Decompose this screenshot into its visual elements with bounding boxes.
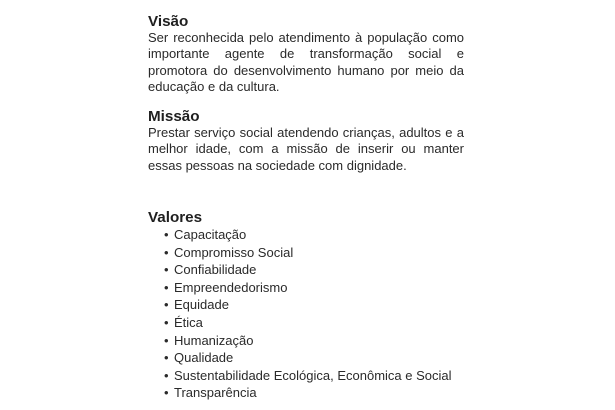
visao-section	[148, 14, 464, 95]
valores-item: • Ética	[164, 315, 203, 330]
valores-list	[148, 226, 464, 402]
bullet-icon: •	[164, 262, 169, 278]
bullet-icon: •	[164, 350, 169, 366]
bullet-icon: •	[164, 297, 169, 313]
missao-section	[148, 109, 464, 174]
valores-item: • Compromisso Social	[164, 244, 294, 260]
bullet-icon: •	[164, 279, 169, 295]
bullet-icon: •	[164, 332, 169, 348]
valores-item: • Empreendedorismo	[164, 279, 288, 295]
visao-heading: Visão	[148, 13, 189, 30]
valores-item: • Sustentabilidade Ecológica, Econômica e Social	[164, 367, 452, 383]
visao-text: Ser reconhecida pelo atendimento à população como importante agente de transformação social e promotora do desenvolvimento humano por meio da educação e da cultura.	[148, 30, 464, 94]
valores-item: • Transparência	[164, 385, 257, 401]
valores-item: • Capacitação	[164, 227, 247, 243]
valores-heading: Valores	[148, 208, 203, 226]
bullet-icon: •	[164, 385, 169, 401]
bullet-icon: •	[164, 315, 169, 330]
valores-item: • Humanização	[164, 332, 254, 348]
bullet-icon: •	[164, 227, 169, 243]
valores-item: • Equidade	[164, 297, 229, 313]
bullet-icon: •	[164, 367, 169, 383]
valores-item: • Confiabilidade	[164, 262, 257, 278]
missao-heading: Missão	[148, 108, 200, 126]
document	[148, 14, 464, 402]
valores-item: • Qualidade	[164, 350, 234, 366]
bullet-icon: •	[164, 244, 169, 260]
missao-text: Prestar serviço social atendendo crianças, adultos e a melhor idade, com a missão de inserir ou manter essas pessoas na sociedade com dignidade.	[148, 125, 464, 173]
valores-section	[148, 210, 464, 402]
